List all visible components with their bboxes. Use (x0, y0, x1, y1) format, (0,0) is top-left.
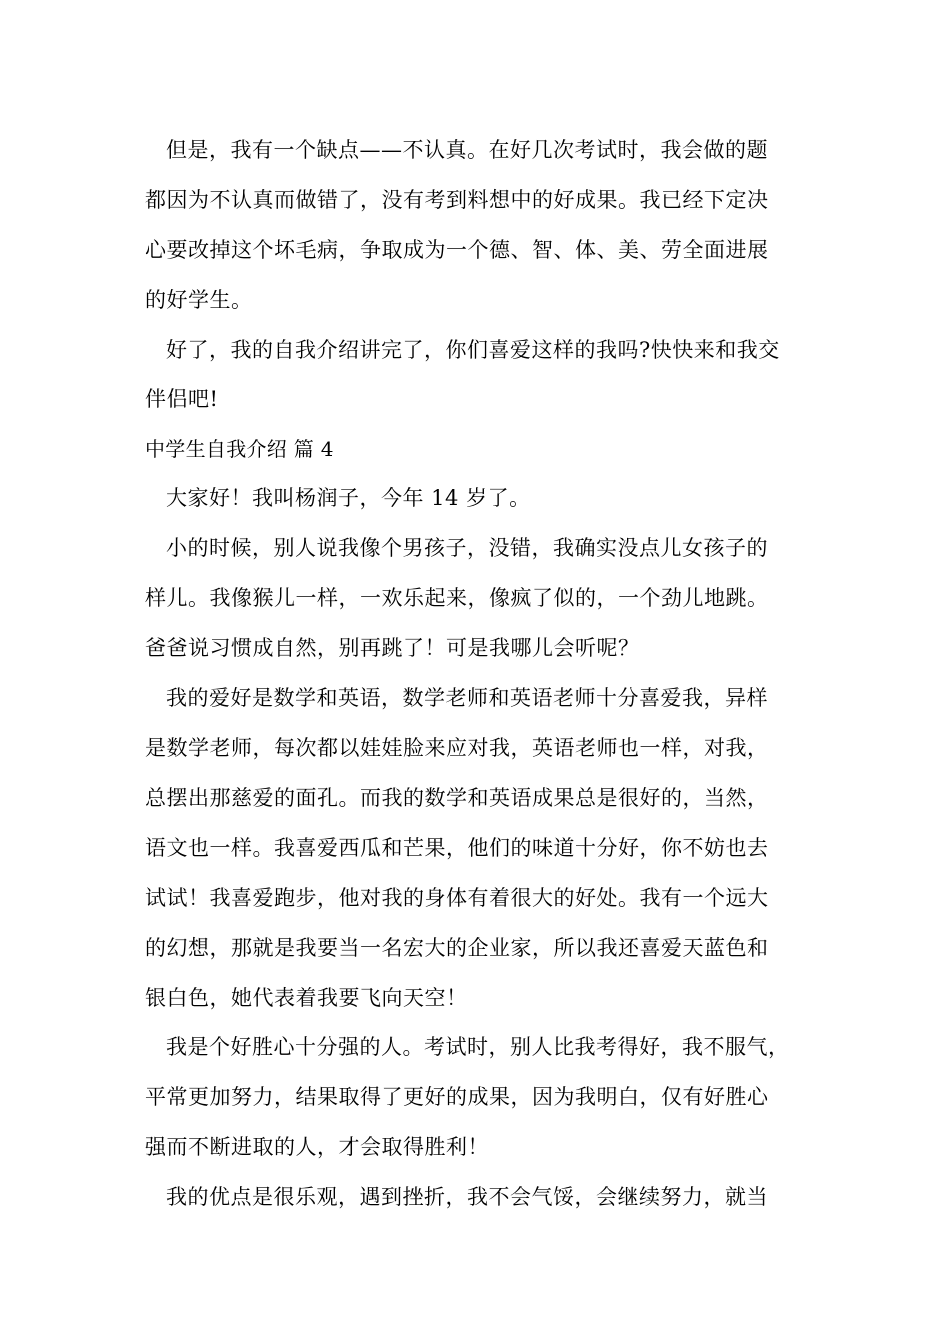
paragraph-line: 但是，我有一个缺点——不认真。在好几次考试时，我会做的题 (166, 138, 768, 162)
paragraph-line: 的好学生。 (145, 288, 253, 312)
paragraph-line: 我的爱好是数学和英语，数学老师和英语老师十分喜爱我，异样 (166, 686, 768, 710)
paragraph-line: 我的优点是很乐观，遇到挫折，我不会气馁，会继续努力，就当 (166, 1185, 768, 1209)
paragraph-line: 小的时候，别人说我像个男孩子，没错，我确实没点儿女孩子的 (166, 536, 768, 560)
paragraph-line: 平常更加努力，结果取得了更好的成果，因为我明白，仅有好胜心 (145, 1085, 769, 1109)
paragraph-line: 爸爸说习惯成自然，别再跳了！可是我哪儿会听呢？ (145, 636, 640, 660)
paragraph-line: 都因为不认真而做错了，没有考到料想中的好成果。我已经下定决 (145, 188, 769, 212)
paragraph-line: 的幻想，那就是我要当一名宏大的企业家，所以我还喜爱天蓝色和 (145, 936, 769, 960)
paragraph-line: 我是个好胜心十分强的人。考试时，别人比我考得好，我不服气， (166, 1035, 790, 1059)
paragraph-line: 语文也一样。我喜爱西瓜和芒果，他们的味道十分好，你不妨也去 (145, 836, 769, 860)
paragraph-line: 银白色，她代表着我要飞向天空！ (145, 986, 468, 1010)
paragraph-line: 总摆出那慈爱的面孔。而我的数学和英语成果总是很好的，当然， (145, 786, 769, 810)
paragraph-line: 大家好！我叫杨润子，今年 14 岁了。 (166, 486, 531, 510)
paragraph-line: 心要改掉这个坏毛病，争取成为一个德、智、体、美、劳全面进展 (145, 238, 769, 262)
paragraph-line: 样儿。我像猴儿一样，一欢乐起来，像疯了似的，一个劲儿地跳。 (145, 586, 769, 610)
paragraph-line: 伴侣吧! (145, 387, 219, 411)
section-heading: 中学生自我介绍 篇 4 (145, 437, 334, 461)
paragraph-line: 强而不断进取的人，才会取得胜利！ (145, 1135, 489, 1159)
paragraph-line: 好了，我的自我介绍讲完了，你们喜爱这样的我吗?快快来和我交 (166, 338, 780, 362)
paragraph-line: 是数学老师，每次都以娃娃脸来应对我，英语老师也一样，对我， (145, 736, 769, 760)
paragraph-line: 试试！我喜爱跑步，他对我的身体有着很大的好处。我有一个远大 (145, 886, 769, 910)
